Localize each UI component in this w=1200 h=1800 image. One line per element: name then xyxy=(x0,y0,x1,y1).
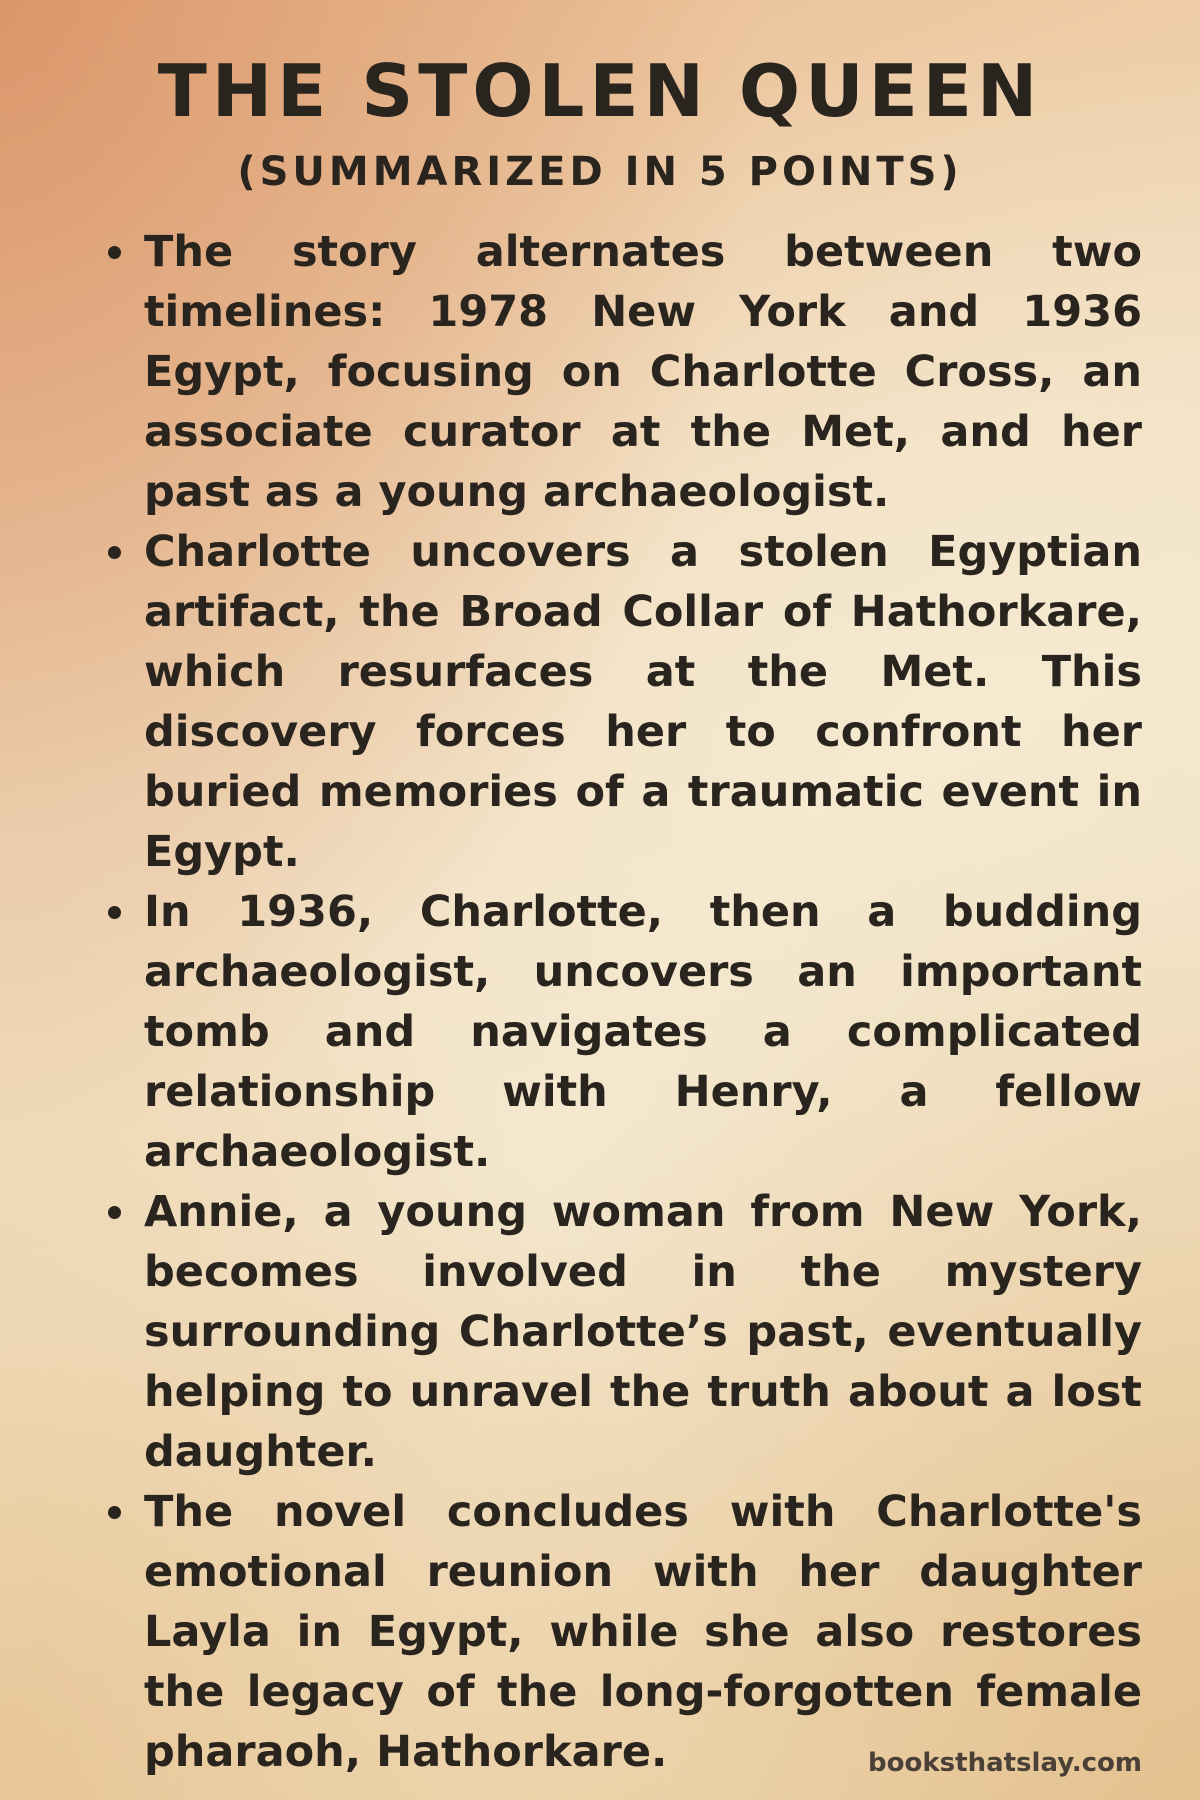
summary-point-text: The story alternates between two timelines: 1978 New York and 1936 Egypt, focusing on Charlotte Cross, an associate curator at the Met, and her past as a young archaeologist. xyxy=(144,227,1142,517)
bullet-icon xyxy=(108,546,121,559)
bullet-icon xyxy=(108,246,121,259)
summary-point-text: The novel concludes with Charlotte's emotional reunion with her daughter Layla in Egypt, while she also restores the legacy of the long-forgotten female pharaoh, Hathorkare. xyxy=(144,1487,1142,1777)
summary-point-3 xyxy=(102,882,1142,1182)
footer-site-link: booksthatslay.com xyxy=(868,1748,1142,1778)
summary-point-text: Annie, a young woman from New York, becomes involved in the mystery surrounding Charlotte’s past, eventually helping to unravel the truth about a lost daughter. xyxy=(144,1187,1142,1477)
summary-points-list xyxy=(102,222,1142,1782)
bullet-icon xyxy=(108,1506,121,1519)
summary-point-1 xyxy=(102,222,1142,522)
summary-point-text: Charlotte uncovers a stolen Egyptian artifact, the Broad Collar of Hathorkare, which resurfaces at the Met. This discovery forces her to confront her buried memories of a traumatic event in Egypt. xyxy=(144,527,1142,877)
page-title: THE STOLEN QUEEN xyxy=(157,49,1043,133)
summary-point-text: In 1936, Charlotte, then a budding archaeologist, uncovers an important tomb and navigates a complicated relationship with Henry, a fellow archaeologist. xyxy=(144,887,1142,1177)
bullet-icon xyxy=(108,906,121,919)
summary-point-4 xyxy=(102,1182,1142,1482)
page-subtitle: (SUMMARIZED IN 5 POINTS) xyxy=(237,149,963,195)
bullet-icon xyxy=(108,1206,121,1219)
summary-point-2 xyxy=(102,522,1142,882)
summary-point-5 xyxy=(102,1482,1142,1782)
